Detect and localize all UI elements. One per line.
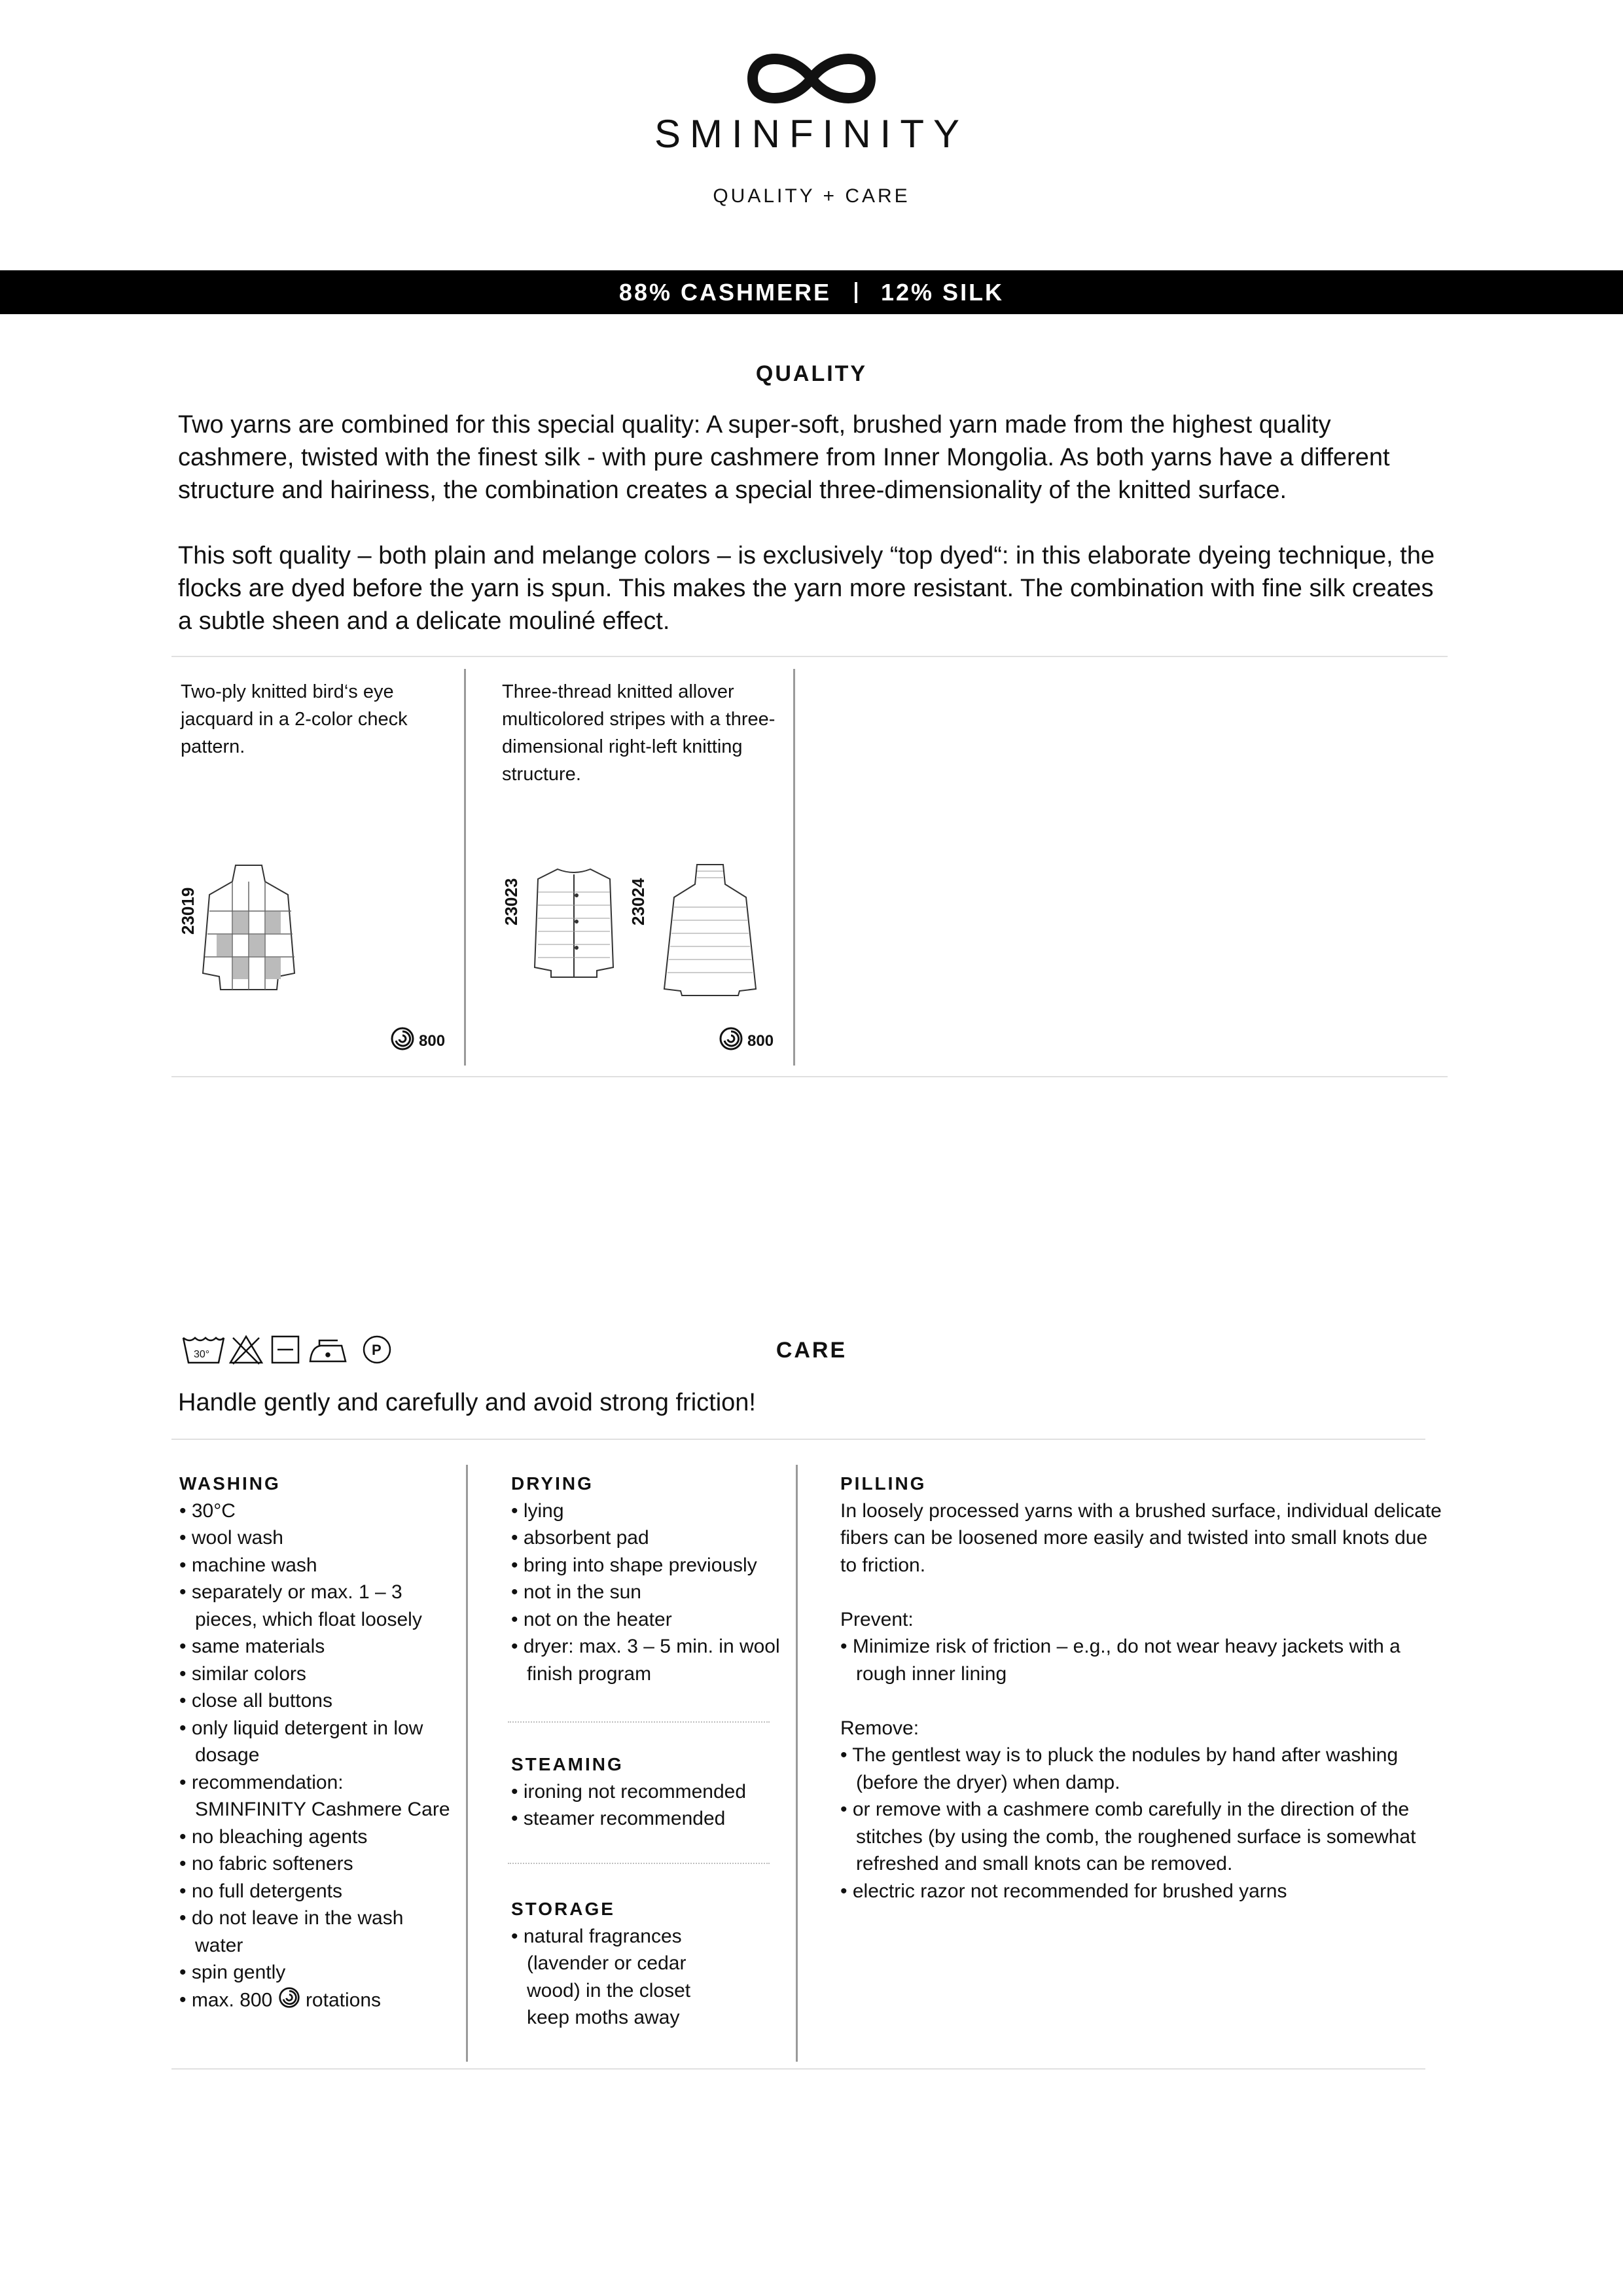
list-item: • bring into shape previously [511,1552,786,1579]
product-sku: 23019 [178,887,198,935]
washing-section [179,1470,454,2016]
list-item: • electric razor not recommended for brushed yarns [840,1878,1442,1905]
product-sku: 23023 [501,878,521,925]
washing-title: WASHING [179,1473,281,1494]
rotation-info [390,1026,445,1056]
divider [508,1721,770,1723]
list-item: • only liquid detergent in low dosage [179,1715,454,1769]
material-separator [855,282,857,303]
list-item: • no fabric softeners [179,1850,454,1878]
quality-paragraph-2: This soft quality – both plain and melange colors – is exclusively “top dyed“: in this elaborate dyeing technique, the flocks are dyed before the yarn is spun. This makes the yarn more resistant. The combination with fine silk creates a subtle sheen and a delicate mouliné effect. [178,542,1435,635]
list-item: • no bleaching agents [179,1823,454,1851]
storage-title: STORAGE [511,1899,615,1919]
quality-paragraph-1: Two yarns are combined for this special quality: A super-soft, brushed yarn made from the highest quality cashmere, twisted with the finest silk - with pure cashmere from Inner Mongolia. As both yarns have a different structure and hairiness, the combination creates a special three-dimensionality of the knitted surface. [178,411,1390,504]
list-item: • no full detergents [179,1878,454,1905]
divider [171,1439,1425,1440]
divider [171,1076,1448,1077]
quality-title: QUALITY [755,361,868,386]
list-item: • not in the sun [511,1579,786,1606]
divider [171,656,1448,657]
storage-list [511,1923,727,2032]
prevent-label: Prevent: [840,1608,914,1630]
rotation-info [719,1026,774,1056]
list-item: • close all buttons [179,1687,454,1715]
list-item: • lying [511,1498,786,1525]
divider [508,1863,770,1864]
garment-sketch-23024 [661,861,759,1002]
product-sku: 23024 [628,878,648,925]
steaming-section [511,1751,786,1833]
list-item: • absorbent pad [511,1524,786,1552]
list-item: • do not leave in the wash water [179,1905,454,1959]
drying-title: DRYING [511,1473,594,1494]
list-item: • 30°C [179,1498,454,1525]
list-item: • natural fragrances (lavender or cedar wood) in the closet keep moths away [511,1923,727,2032]
svg-text:30°: 30° [194,1349,210,1360]
infinity-logo-icon [740,46,883,115]
list-item: • machine wash [179,1552,454,1579]
list-item: • ironing not recommended [511,1778,786,1806]
rotation-value: 800 [419,1031,446,1050]
list-item [179,1986,454,2017]
drying-list [511,1498,786,1688]
pilling-text: In loosely processed yarns with a brushed surface, individual delicate fibers can be loosened more easily and twisted into small knots due to friction. [840,1499,1442,1576]
list-item: • steamer recommended [511,1805,786,1833]
brand-name: SMINFINITY [654,112,969,156]
care-title: CARE [776,1338,847,1363]
rotation-value: 800 [747,1031,774,1050]
steaming-list [511,1778,786,1833]
remove-label: Remove: [840,1717,919,1739]
prevent-list [840,1633,1442,1687]
material-cashmere: 88% CASHMERE [618,278,831,306]
spin-icon [390,1026,415,1056]
care-intro: Handle gently and carefully and avoid strong friction! [178,1389,756,1416]
steaming-title: STEAMING [511,1754,624,1774]
remove-list [840,1742,1442,1905]
max-rotations-prefix: max. 800 [191,1989,273,2011]
list-item: • wool wash [179,1524,454,1552]
material-bar [0,270,1623,314]
column-divider [466,1465,468,2062]
max-rotations-suffix: rotations [305,1989,382,2011]
product-description: Two-ply knitted bird‘s eye jacquard in a 2-color check pattern. [181,681,408,757]
drying-section [511,1470,786,1687]
list-item: • not on the heater [511,1606,786,1634]
storage-section [511,1895,727,2032]
list-item: • recommendation: SMINFINITY Cashmere Care [179,1769,454,1823]
spin-icon [719,1026,743,1056]
garment-sketch-23019 [200,859,298,999]
pilling-title: PILLING [840,1473,927,1494]
product-description: Three-thread knitted allover multicolored stripes with a three-dimensional right-left knitting structure. [502,681,776,785]
list-item: • same materials [179,1633,454,1660]
list-item: • dryer: max. 3 – 5 min. in wool finish program [511,1633,786,1687]
washing-list [179,1498,454,2017]
list-item: • or remove with a cashmere comb carefully in the direction of the stitches (by using the comb, the roughened surface is somewhat refreshed and small knots can be removed. [840,1796,1442,1878]
spin-icon [278,1986,300,2017]
material-silk: 12% SILK [881,278,1005,306]
list-item: • The gentlest way is to pluck the nodules by hand after washing (before the dryer) when damp. [840,1742,1442,1796]
column-divider [464,669,466,1066]
list-item: • spin gently [179,1959,454,1986]
column-divider [796,1465,798,2062]
garment-sketch-23023 [531,863,616,984]
list-item: • separately or max. 1 – 3 pieces, which float loosely [179,1579,454,1633]
column-divider [793,669,795,1066]
list-item: • similar colors [179,1660,454,1688]
list-item: • Minimize risk of friction – e.g., do not wear heavy jackets with a rough inner lining [840,1633,1442,1687]
divider [171,2068,1425,2070]
tagline: QUALITY + CARE [713,185,910,207]
svg-text:P: P [372,1342,382,1358]
pilling-section [840,1470,1442,1905]
